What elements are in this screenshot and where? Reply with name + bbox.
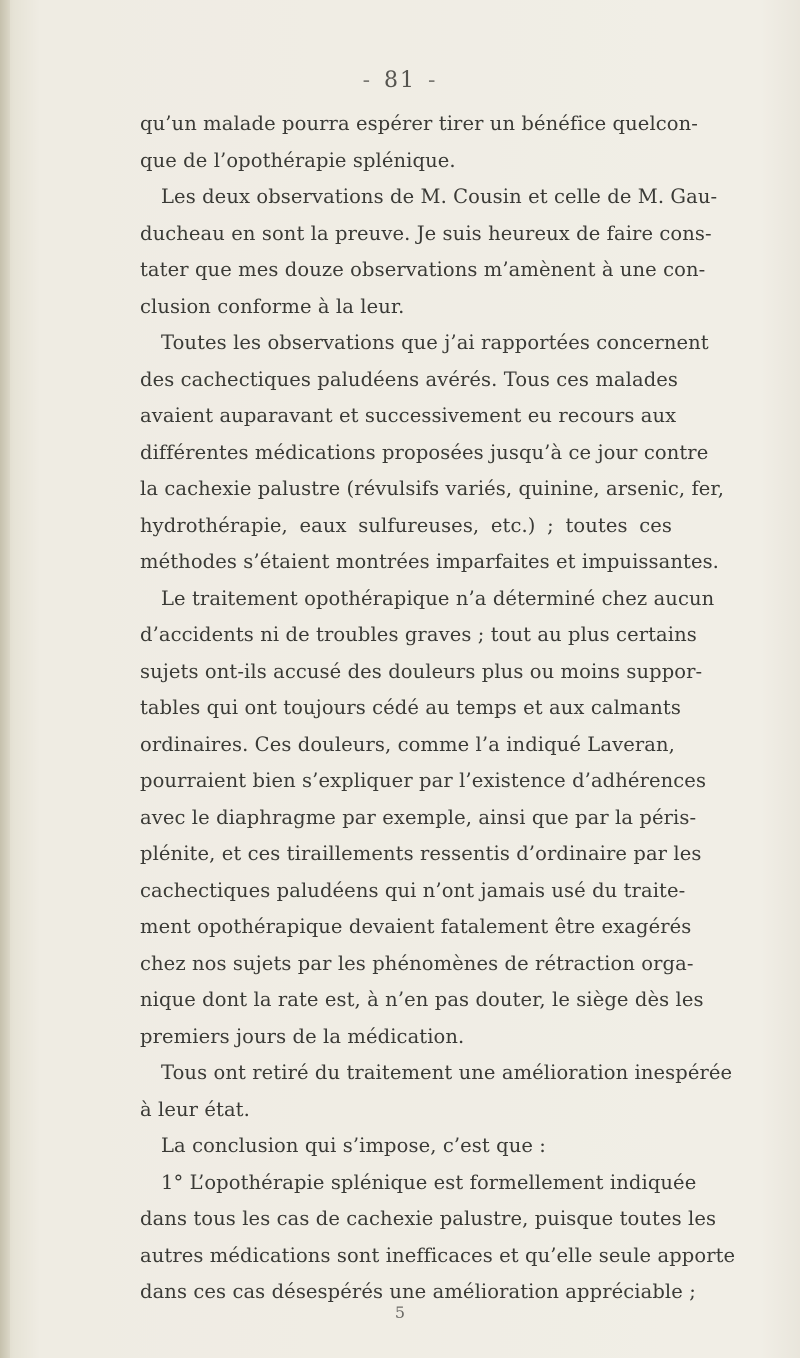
- text-line: ment opothérapique devaient fatalement être exagérés: [140, 915, 692, 938]
- paragraph-start: 1° L’opothérapie splénique est formellement indiquée: [161, 1170, 697, 1194]
- text-line: ducheau en sont la preuve. Je suis heureux de faire cons-: [140, 221, 712, 245]
- page-number: [0, 68, 800, 93]
- folio-dash-right: -: [428, 68, 438, 93]
- text-line: dans ces cas désespérés une amélioration appréciable ;: [140, 1280, 696, 1303]
- body-text: [140, 106, 736, 1311]
- text-line: hydrothérapie, eaux sulfureuses, etc.) ; toutes ces: [140, 513, 672, 537]
- text-line: plénite, et ces tiraillements ressentis d’ordinaire par les: [140, 842, 702, 865]
- text-line: nique dont la rate est, à n’en pas douter, le siège dès les: [140, 988, 704, 1011]
- text-line: à leur état.: [140, 1097, 250, 1121]
- text-line: que de l’opothérapie splénique.: [140, 148, 456, 172]
- text-line: la cachexie palustre (révulsifs variés, quinine, arsenic, fer,: [140, 477, 725, 500]
- text-line: clusion conforme à la leur.: [140, 294, 405, 318]
- text-line: pourraient bien s’expliquer par l’existence d’adhérences: [140, 769, 707, 792]
- text-line: différentes médications proposées jusqu’à ce jour contre: [140, 440, 709, 464]
- text-line: d’accidents ni de troubles graves ; tout au plus certains: [140, 623, 697, 646]
- text-line: méthodes s’étaient montrées imparfaites et impuissantes.: [140, 550, 719, 573]
- text-line: des cachectiques paludéens avérés. Tous ces malades: [140, 367, 679, 391]
- signature-mark: 5: [394, 1303, 406, 1322]
- text-line: ordinaires. Ces douleurs, comme l’a indiqué Laveran,: [140, 732, 675, 756]
- text-line: qu’un malade pourra espérer tirer un bénéfice quelcon-: [140, 112, 698, 135]
- text-line: chez nos sujets par les phénomènes de rétraction orga-: [140, 951, 694, 975]
- folio-dash-left: -: [362, 68, 372, 93]
- text-line: avaient auparavant et successivement eu recours aux: [140, 404, 677, 427]
- text-line: tater que mes douze observations m’amènent à une con-: [140, 258, 706, 281]
- folio-number: 81: [384, 68, 416, 93]
- page-edge: [0, 0, 10, 1358]
- paragraph-start: Le traitement opothérapique n’a déterminé chez aucun: [161, 586, 715, 610]
- text-line: dans tous les cas de cachexie palustre, puisque toutes les: [140, 1207, 717, 1230]
- text-line: premiers jours de la médication.: [140, 1024, 465, 1048]
- text-line: autres médications sont inefficaces et qu’elle seule apporte: [140, 1243, 736, 1267]
- text-line: cachectiques paludéens qui n’ont jamais usé du traite-: [140, 878, 686, 902]
- text-line: avec le diaphragme par exemple, ainsi que par la péris-: [140, 805, 697, 829]
- paragraph-start: Tous ont retiré du traitement une amélioration inespérée: [161, 1061, 733, 1084]
- text-line: sujets ont-ils accusé des douleurs plus ou moins suppor-: [140, 659, 703, 683]
- paragraph-start: Toutes les observations que j’ai rapportées concernent: [161, 331, 709, 354]
- paragraph-start: La conclusion qui s’impose, c’est que :: [161, 1134, 546, 1157]
- paragraph-start: Les deux observations de M. Cousin et celle de M. Gau-: [161, 185, 718, 208]
- text-line: tables qui ont toujours cédé au temps et aux calmants: [140, 696, 681, 719]
